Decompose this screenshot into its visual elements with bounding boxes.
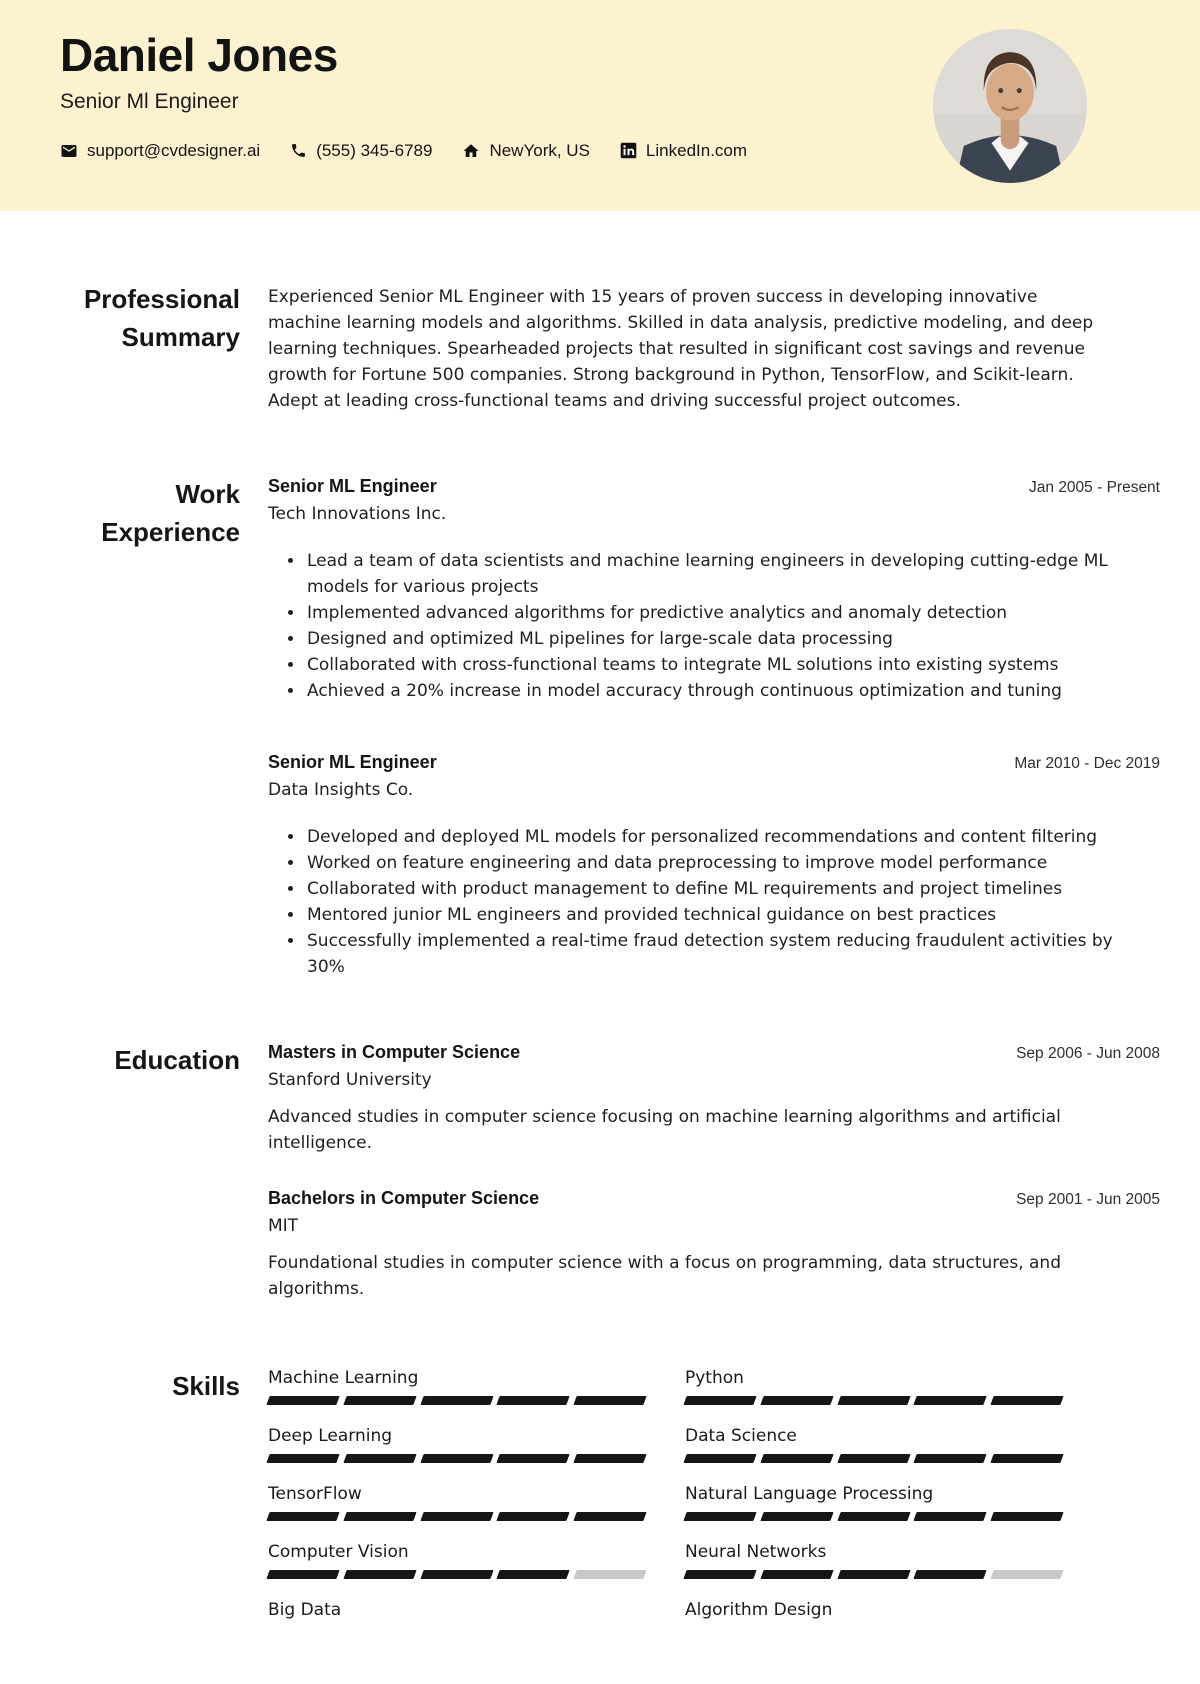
skill-bar-segment xyxy=(343,1396,416,1405)
job-entry xyxy=(268,476,1160,704)
skill-bar-segment xyxy=(497,1570,570,1579)
skill-bar-segment xyxy=(760,1396,833,1405)
job-bullet-list xyxy=(268,548,1150,704)
skill-level-bar xyxy=(685,1512,1062,1521)
bullet-item: • Lead a team of data scientists and machine learning engineers in developing cutting-edge ML models for various projects xyxy=(305,548,1150,600)
skill-bar-segment xyxy=(837,1512,910,1521)
contact-phone xyxy=(290,141,432,161)
skill-bar-segment xyxy=(837,1396,910,1405)
job-company: Tech Innovations Inc. xyxy=(268,504,447,524)
skill-bar-segment xyxy=(497,1454,570,1463)
skill-item xyxy=(268,1484,645,1521)
section-work-experience xyxy=(60,476,1160,980)
profile-photo-illustration xyxy=(933,29,1087,183)
skill-item xyxy=(685,1484,1062,1521)
skills-grid xyxy=(268,1368,1160,1637)
skill-bar-segment xyxy=(420,1454,493,1463)
skill-name: Data Science xyxy=(685,1426,797,1446)
skill-level-bar xyxy=(685,1570,1062,1579)
skill-name: Computer Vision xyxy=(268,1542,409,1562)
section-skills xyxy=(60,1368,1160,1637)
skill-name: Python xyxy=(685,1368,744,1388)
profile-photo xyxy=(933,29,1087,183)
skill-level-bar xyxy=(685,1396,1062,1405)
skill-bar-segment xyxy=(914,1570,987,1579)
contact-linkedin-text: LinkedIn.com xyxy=(645,140,748,160)
linkedin-icon xyxy=(620,142,637,159)
job-title: Senior ML Engineer xyxy=(268,752,437,772)
skill-name: Neural Networks xyxy=(685,1542,827,1562)
home-icon xyxy=(462,142,480,160)
skill-bar-segment xyxy=(760,1512,833,1521)
skill-bar-segment xyxy=(914,1512,987,1521)
skill-item xyxy=(268,1368,645,1405)
job-dates: Jan 2005 - Present xyxy=(1029,479,1160,496)
skill-bar-segment xyxy=(991,1512,1064,1521)
bullet-item: • Collaborated with product management to define ML requirements and project timelines xyxy=(305,876,1150,902)
skill-bar-segment xyxy=(266,1570,339,1579)
skill-level-bar xyxy=(268,1628,645,1637)
skill-item xyxy=(685,1542,1062,1579)
skill-bar-segment xyxy=(683,1454,756,1463)
skill-name: Algorithm Design xyxy=(685,1600,833,1620)
contact-location xyxy=(462,141,589,161)
skill-bar-segment xyxy=(266,1454,339,1463)
bullet-item: • Worked on feature engineering and data preprocessing to improve model performance xyxy=(305,850,1150,876)
education-entry-header xyxy=(268,1042,1160,1063)
skill-bar-segment xyxy=(574,1454,647,1463)
skill-bar-segment xyxy=(683,1570,756,1579)
contact-location-text: NewYork, US xyxy=(489,140,590,160)
skill-bar-segment xyxy=(266,1396,339,1405)
person-name: Daniel Jones xyxy=(60,29,338,81)
skill-bar-segment xyxy=(420,1396,493,1405)
skill-bar-segment xyxy=(837,1454,910,1463)
degree-title: Bachelors in Computer Science xyxy=(268,1188,540,1208)
skill-bar-segment xyxy=(420,1570,493,1579)
email-icon xyxy=(60,142,78,160)
skill-bar-segment xyxy=(991,1396,1064,1405)
job-bullet-list xyxy=(268,824,1150,980)
skill-name: Deep Learning xyxy=(268,1426,393,1446)
skill-level-bar xyxy=(268,1454,645,1463)
skill-bar-segment xyxy=(914,1396,987,1405)
skill-bar-segment xyxy=(574,1396,647,1405)
work-experience-body xyxy=(268,476,1160,980)
job-entry-header xyxy=(268,476,1160,497)
skill-name: Natural Language Processing xyxy=(685,1484,934,1504)
skill-bar-segment xyxy=(914,1454,987,1463)
person-job-title: Senior Ml Engineer xyxy=(60,89,239,113)
contact-phone-text: (555) 345-6789 xyxy=(316,140,433,160)
skill-bar-segment xyxy=(343,1454,416,1463)
skill-name: Machine Learning xyxy=(268,1368,419,1388)
skill-bar-segment xyxy=(497,1512,570,1521)
job-entry xyxy=(268,752,1160,980)
degree-title: Masters in Computer Science xyxy=(268,1042,521,1062)
skill-bar-segment xyxy=(760,1570,833,1579)
education-dates: Sep 2001 - Jun 2005 xyxy=(1016,1191,1160,1208)
skill-name: TensorFlow xyxy=(268,1484,362,1504)
skill-level-bar xyxy=(268,1570,645,1579)
bullet-item: • Achieved a 20% increase in model accuracy through continuous optimization and tuning xyxy=(305,678,1150,704)
section-heading-education: Education xyxy=(114,1045,240,1075)
skill-bar-segment xyxy=(760,1454,833,1463)
skill-bar-segment xyxy=(683,1396,756,1405)
education-body xyxy=(268,1042,1160,1302)
section-heading-skills: Skills xyxy=(172,1371,240,1401)
section-heading-work-experience: Work Experience xyxy=(101,479,240,547)
education-entry-header xyxy=(268,1188,1160,1209)
school-name: Stanford University xyxy=(268,1070,432,1090)
skills-body xyxy=(268,1368,1160,1637)
summary-text: Experienced Senior ML Engineer with 15 years of proven success in developing innovative machine learning models and algorithms. Skilled in data analysis, predictive modeling, and deep learning techniques. Spearheaded projects that resulted in significant cost savings and revenue growth for Fortune 500 companies. Strong background in Python, TensorFlow, and Scikit-learn. Adept at leading cross-functional teams and driving successful project outcomes. xyxy=(268,287,1094,411)
skill-item xyxy=(685,1368,1062,1405)
job-entry-header xyxy=(268,752,1160,773)
resume-header xyxy=(0,0,1200,211)
phone-icon xyxy=(290,142,307,159)
skill-bar-segment xyxy=(343,1570,416,1579)
skill-bar-segment xyxy=(837,1570,910,1579)
bullet-item: • Designed and optimized ML pipelines for large-scale data processing xyxy=(305,626,1150,652)
contact-linkedin xyxy=(620,141,747,161)
skill-bar-segment xyxy=(420,1512,493,1521)
section-professional-summary xyxy=(60,281,1160,414)
skill-bar-segment xyxy=(683,1512,756,1521)
bullet-item: • Developed and deployed ML models for personalized recommendations and content filtering xyxy=(305,824,1150,850)
skill-level-bar xyxy=(685,1628,1062,1637)
education-entry xyxy=(268,1188,1160,1302)
education-entry xyxy=(268,1042,1160,1156)
contact-email xyxy=(60,141,260,161)
job-company: Data Insights Co. xyxy=(268,780,414,800)
skill-item xyxy=(268,1426,645,1463)
bullet-item: • Mentored junior ML engineers and provided technical guidance on best practices xyxy=(305,902,1150,928)
job-title: Senior ML Engineer xyxy=(268,476,437,496)
bullet-item: • Successfully implemented a real-time fraud detection system reducing fraudulent activities by 30% xyxy=(305,928,1150,980)
skill-item xyxy=(685,1600,1062,1637)
skill-level-bar xyxy=(268,1512,645,1521)
skill-item xyxy=(268,1600,645,1637)
skill-bar-segment xyxy=(574,1512,647,1521)
skill-bar-segment xyxy=(266,1512,339,1521)
skill-bar-segment xyxy=(991,1570,1064,1579)
skill-bar-segment xyxy=(574,1570,647,1579)
skill-bar-segment xyxy=(497,1396,570,1405)
section-education xyxy=(60,1042,1160,1302)
skill-bar-segment xyxy=(343,1512,416,1521)
job-dates: Mar 2010 - Dec 2019 xyxy=(1014,755,1160,772)
skill-name: Big Data xyxy=(268,1600,342,1620)
school-name: MIT xyxy=(268,1216,299,1236)
resume-body xyxy=(0,281,1200,1637)
education-description: Foundational studies in computer science with a focus on programming, data structures, and algorithms. xyxy=(268,1253,1061,1299)
skill-bar-segment xyxy=(991,1454,1064,1463)
skill-item xyxy=(685,1426,1062,1463)
bullet-item: • Collaborated with cross-functional teams to integrate ML solutions into existing systems xyxy=(305,652,1150,678)
section-heading-professional-summary: Professional Summary xyxy=(83,284,240,352)
skill-level-bar xyxy=(268,1396,645,1405)
professional-summary-body xyxy=(268,281,1160,414)
skill-level-bar xyxy=(685,1454,1062,1463)
education-description: Advanced studies in computer science focusing on machine learning algorithms and artificial intelligence. xyxy=(268,1107,1061,1153)
bullet-item: • Implemented advanced algorithms for predictive analytics and anomaly detection xyxy=(305,600,1150,626)
contact-email-text: support@cvdesigner.ai xyxy=(87,140,261,160)
education-dates: Sep 2006 - Jun 2008 xyxy=(1016,1045,1160,1062)
skill-item xyxy=(268,1542,645,1579)
